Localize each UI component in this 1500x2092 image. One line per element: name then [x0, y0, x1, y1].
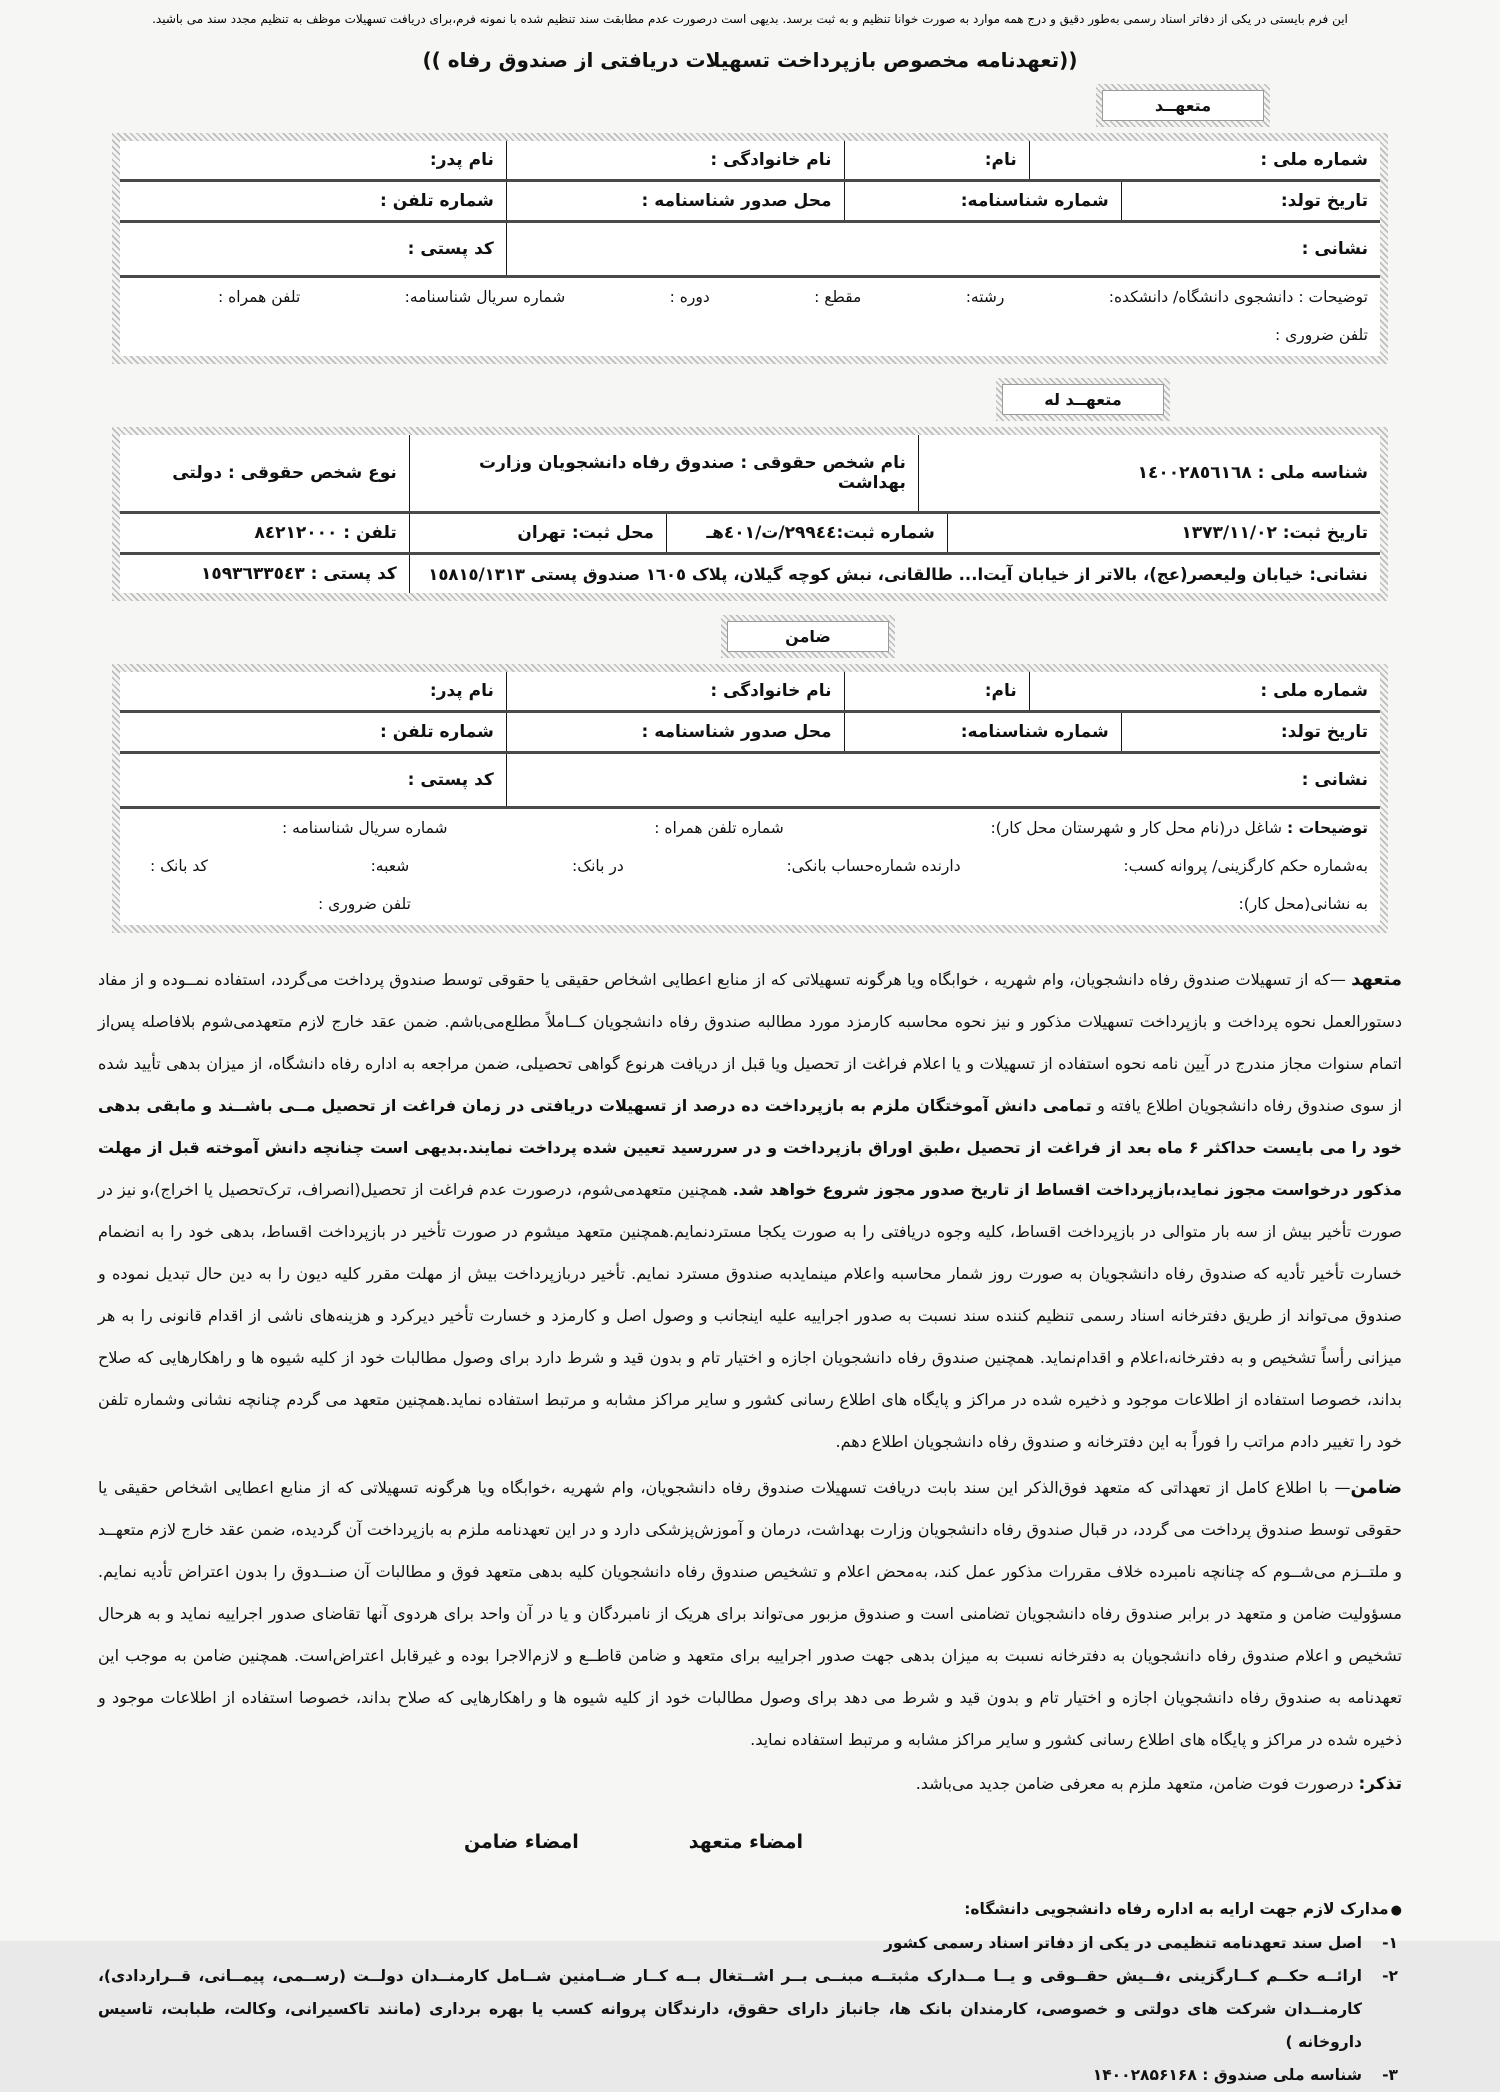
obligor-first-name-field: نام: — [845, 141, 1030, 179]
table-row — [120, 672, 1380, 710]
obligor-id-number-field: شماره شناسنامه: — [845, 182, 1122, 220]
guarantor-notes-line1 — [132, 819, 1368, 837]
obligor-notes-line2 — [132, 326, 1368, 344]
beneficiary-legal-name-value: نام شخص حقوقی : صندوق رفاه دانشجویان وزارت بهداشت — [410, 435, 919, 511]
required-documents-heading: ● مدارک لازم جهت ارایه به اداره رفاه دانشجویی دانشگاه: — [98, 1893, 1402, 1927]
obligor-address-field: نشانی : — [1301, 239, 1368, 259]
guarantor-phone-field: شماره تلفن : — [120, 713, 507, 751]
table-row — [120, 751, 1380, 806]
obligor-table-frame — [112, 133, 1388, 364]
signature-row — [98, 1831, 1402, 1853]
guarantor-bank-code-field: کد بانک : — [150, 857, 208, 875]
guarantor-father-name-field: نام پدر: — [120, 672, 507, 710]
obligor-notes-line1 — [132, 288, 1368, 306]
guarantor-last-name-field: نام خانوادگی : — [507, 672, 845, 710]
guarantor-table-frame — [112, 664, 1388, 933]
obligor-degree-field: مقطع : — [814, 288, 862, 306]
obligor-phone-field: شماره تلفن : — [120, 182, 507, 220]
item-number: ۳- — [1382, 2066, 1398, 2084]
guarantor-notes-line3 — [132, 895, 1368, 913]
obligor-id-serial-field: شماره سریال شناسنامه: — [404, 288, 566, 306]
guarantor-address-field: نشانی : — [1301, 770, 1368, 790]
guarantor-national-id-field: شماره ملی : — [1260, 681, 1368, 701]
beneficiary-national-id-value: شناسه ملی : ١٤٠٠٢٨٥٦١٦٨ — [1137, 463, 1368, 483]
item-number: ۲- — [1382, 1967, 1398, 1985]
guarantor-id-issue-place-field: محل صدور شناسنامه : — [507, 713, 845, 751]
beneficiary-table — [120, 435, 1380, 593]
obligor-emergency-phone-field: تلفن ضروری : — [1275, 326, 1368, 344]
obligor-signature-label: امضاء متعهد — [688, 1831, 803, 1853]
beneficiary-legal-type-value: نوع شخص حقوقی : دولتی — [120, 435, 410, 511]
guarantor-notes-label: توضیحات : — [1286, 819, 1368, 837]
obligor-course-field: دوره : — [669, 288, 710, 306]
obligor-university-field: توضیحات : دانشجوی دانشگاه/ دانشکده: — [1108, 288, 1368, 306]
obligor-section-label-box — [1096, 84, 1270, 127]
obligor-paragraph-lead: متعهد — [1351, 969, 1402, 990]
table-row — [120, 552, 1380, 593]
beneficiary-phone-value: تلفن : ٨٤٢١٢٠٠٠ — [120, 514, 410, 552]
beneficiary-section-label: متعهــد له — [1002, 384, 1164, 415]
guarantor-bank-branch-field: شعبه: — [370, 857, 410, 875]
guarantor-emergency-phone-field: تلفن ضروری : — [318, 895, 411, 913]
obligor-national-id-field: شماره ملی : — [1260, 150, 1368, 170]
guarantor-id-number-field: شماره شناسنامه: — [845, 713, 1122, 751]
remark-line: تذکر: درصورت فوت ضامن، متعهد ملزم به معرفی ضامن جدید می‌باشد. — [915, 1774, 1402, 1794]
guarantor-table — [120, 672, 1380, 925]
obligor-mobile-field: تلفن همراه : — [218, 288, 301, 306]
table-row — [120, 220, 1380, 275]
guarantor-id-serial-field: شماره سریال شناسنامه : — [282, 819, 448, 837]
beneficiary-postal-code-value: کد پستی : ١٥٩٣٦٣٣٥٤٣ — [120, 555, 410, 593]
beneficiary-registration-place-value: محل ثبت: تهران — [410, 514, 667, 552]
guarantor-notes-line2 — [132, 857, 1368, 875]
guarantor-employment-decree-field: به‌شماره حکم کارگزینی/ پروانه کسب: — [1123, 857, 1368, 875]
beneficiary-section-label-box — [996, 378, 1170, 421]
beneficiary-table-frame — [112, 427, 1388, 601]
guarantor-notes-block — [120, 806, 1380, 925]
obligor-father-name-field: نام پدر: — [120, 141, 507, 179]
obligor-major-field: رشته: — [965, 288, 1005, 306]
guarantor-commitment-paragraph: ضامن— با اطلاع کامل از تعهداتی که متعهد فوق‌الذکر این سند بابت دریافت تسهیلات صندوق رفاه دانشجویان، وام شهریه ،خوابگاه ویا هرگونه تسهیلاتی که از منابع اعطایی اشخاص حقیقی یا حقوقی توسط صندوق پرداخت می گردد، در قبال صندوق رفاه دانشجویان وزارت بهداشت، درمان و آموزش‌پزشکی دارد و در این تعهدنامه ملزم به بازپرداخت آن گردیده، ضمن عقد خارج لازم متعهــد و ملتــزم می‌شــوم که چنانچه نامبرده خلاف مقررات مذکور عمل کند، به‌محض اعلام و تشخیص صندوق رفاه دانشجویان کلیه بدهی متعهد فوق و مطالبات آن صنــدوق را بدون اعتراض تأدیه نمایم. مسؤولیت ضامن و متعهد در برابر صندوق رفاه دانشجویان تضامنی است و صندوق مزبور می‌تواند برای هریک از نامبردگان و یا در آن واحد برای هردوی آنها تقاضای صدور اجراییه نماید و به هرحال تشخیص و اعلام صندوق رفاه دانشجویان به دفترخانه نسبت به میزان بدهی جهت صدور اجراییه برای متعهد و ضامن قاطــع و لازم‌الاجرا بوده و غیرقابل اعتراض‌است. همچنین ضامن به موجب این تعهدنامه به صندوق رفاه دانشجویان اجازه و اختیار تام و بدون قید و شرط می دهد برای وصول مطالبات خود از کلیه شیوه ها و راهکارهایی که صلاح بداند، خصوصا استفاده از اطلاعات موجود و ذخیره شده در مراکز و پایگاه های اطلاع رسانی کشور و سایر مراکز مشابه و مرتبط استفاده نماید. — [98, 1477, 1402, 1749]
guarantor-bank-account-field: دارنده شماره‌حساب بانکی: — [786, 857, 961, 875]
obligor-commitment-paragraph: متعهد —که از تسهیلات صندوق رفاه دانشجویان، وام شهریه ، خوابگاه ویا هرگونه تسهیلاتی که از منابع اعطایی اشخاص حقیقی یا حقوقی توسط صندوق پرداخت می‌گردد، استفاده نمــوده و از مفاد دستورالعمل نحوه پرداخت و بازپرداخت تسهیلات مذکور و نیز نحوه محاسبه کارمزد مورد مطالبه صندوق رفاه دانشجویان کــاملاً مطلع‌می‌باشم. ضمن عقد خارج لازم متعهدمی‌شوم بلافاصله پس‌از اتمام سنوات مجاز مندرج در آیین نامه نحوه استفاده از تسهیلات و یا اعلام فراغت از تحصیل ویا قبل از دریافت هرنوع گواهی تحصیلی، ضمن مراجعه به اداره رفاه دانشگاه، از میزان بدهی تأیید شده از سوی صندوق رفاه دانشجویان اطلاع یافته و تمامی دانش آموختگان ملزم به بازپرداخت ده درصد از تسهیلات دریافتی در زمان فراغت از تحصیل مــی باشــند و مابقی بدهی خود را می بایست حداکثر ۶ ماه بعد از فراغت از تحصیل ،طبق اوراق بازپرداخت و در سررسید تعیین شده پرداخت نمایند.بدیهی است چنانچه دانش آموخته قبل از مهلت مذکور درخواست مجوز نماید،بازپرداخت اقساط از تاریخ صدور مجوز شروع خواهد شد. همچنین متعهدمی‌شوم، درصورت عدم فراغت از تحصیل(انصراف، ترک‌تحصیل یا اخراج)،و نیز در صورت تأخیر بیش از سه بار متوالی در بازپرداخت اقساط، کلیه وجوه دریافتی را به صورت یکجا مستردنمایم.همچنین متعهد میشوم در صورت تأخیر در بازپرداخت اقساط، بدهی خود را به انضمام خسارت تأخیر تأدیه که صندوق رفاه دانشجویان به صورت روز شمار محاسبه واعلام مینمایدبه صندوق مسترد نمایم. تأخیر دربازپرداخت بیش از مهلت مقرر کلیه دیون را به دین حال تبدیل نموده و صندوق می‌تواند از طریق دفترخانه اسناد رسمی تنظیم کننده سند نسبت به صدور اجراییه علیه اینجانب و وصول اصل و کارمزد و خسارت تأخیر دیرکرد و هزینه‌های ناشی از اقدام قانونی را به هر میزانی رأساً تشخیص و به دفترخانه،اعلام و اقدام‌نماید. همچنین صندوق رفاه دانشجویان اجازه و اختیار تام و بدون قید و شرط دارد برای وصول مطالبات خود از کلیه شیوه ها و راهکارهایی که صلاح بداند، خصوصا استفاده از اطلاعات موجود و ذخیره شده در مراکز و پایگاه های اطلاع رسانی کشور و سایر مراکز مشابه و مرتبط استفاده نماید.همچنین متعهد می گردم چنانچه نشانی وشماره تلفن خود را تغییر دادم مراتب را فوراً به این دفترخانه و صندوق رفاه دانشجویان اطلاع دهم. — [98, 969, 1403, 1451]
beneficiary-address-value: نشانی: خیابان ولیعصر(عج)، بالاتر از خیابان آیت‌ا... طالقانی، نبش کوچه گیلان، پلاک ١٦٠٥ صندوق پستی ١٥٨١٥/١٣١٣ — [428, 564, 1368, 584]
top-instruction-note: این فرم بایستی در یکی از دفاتر اسناد رسمی به‌طور دقیق و درج همه موارد به صورت خوانا تنظیم و به ثبت برسد. بدیهی است درصورت عدم مطابقت سند تنظیم شده با نمونه فرم،برای دریافت تسهیلات موظف به تنظیم مجدد سند می باشید. — [152, 12, 1348, 26]
guarantor-section-label: ضامن — [727, 621, 889, 652]
table-row — [120, 435, 1380, 511]
document-item-2: ۲- ارائــه حکــم کــارگزینی ،فــیش حقــوقی و یــا مــدارک مثبتــه مبنــی بــر اشــتغال بــه کــار ضــامنین شــامل کارمنــدان دولــت (رســمی، پیمــانی، قــراردادی)، کارمنــدان شرکت های دولتی و خصوصی، کارمندان بانک ها، جانباز دارای حقوق، دارندگان پروانه کسب یا بهره برداری (مانند تاکسیرانی، وکالت، طبابت، تاسیس داروخانه ) — [98, 1960, 1402, 2059]
guarantor-section-label-box — [721, 615, 895, 658]
required-documents-section — [98, 1893, 1402, 2092]
page-title: ((تعهدنامه مخصوص بازپرداخت تسهیلات دریافتی از صندوق رفاه )) — [422, 48, 1078, 72]
item-number: ۱- — [1382, 1934, 1398, 1952]
repayment-bold-clause: تمامی دانش آموختگان ملزم به بازپرداخت ده درصد از تسهیلات دریافتی در زمان فراغت از تحصیل مــی باشــند و مابقی بدهی خود را می بایست حداکثر ۶ ماه بعد از فراغت از تحصیل ،طبق اوراق بازپرداخت و در سررسید تعیین شده پرداخت نمایند.بدیهی است چنانچه دانش آموخته قبل از مهلت مذکور درخواست مجوز نماید،بازپرداخت اقساط از تاریخ صدور مجوز شروع خواهد شد. — [98, 1096, 1403, 1199]
bullet-icon: ● — [1390, 1903, 1402, 1918]
obligor-section-label: متعهــد — [1102, 90, 1264, 121]
obligor-notes-block — [120, 275, 1380, 356]
guarantor-mobile-field: شماره تلفن همراه : — [654, 819, 784, 837]
obligor-postal-code-field: کد پستی : — [120, 223, 507, 275]
beneficiary-registration-date-value: تاریخ ثبت: ١٣٧٣/١١/٠٢ — [1181, 523, 1368, 543]
obligor-table — [120, 141, 1380, 356]
guarantor-first-name-field: نام: — [845, 672, 1030, 710]
obligor-id-issue-place-field: محل صدور شناسنامه : — [507, 182, 845, 220]
obligor-birth-date-field: تاریخ تولد: — [1280, 191, 1368, 211]
guarantor-postal-code-field: کد پستی : — [120, 754, 507, 806]
table-row — [120, 710, 1380, 751]
table-row — [120, 179, 1380, 220]
remark-lead: تذکر: — [1358, 1774, 1402, 1794]
obligor-last-name-field: نام خانوادگی : — [507, 141, 845, 179]
table-row — [120, 141, 1380, 179]
document-item-3: ۳- شناسه ملی صندوق : ۱۴۰۰۲۸۵۶۱۶۸ — [98, 2059, 1402, 2092]
table-row — [120, 511, 1380, 552]
guarantor-bank-name-field: در بانک: — [571, 857, 624, 875]
guarantor-paragraph-lead: ضامن — [1350, 1477, 1402, 1498]
document-item-1: ۱- اصل سند تعهدنامه تنظیمی در یکی از دفاتر اسناد رسمی کشور — [98, 1927, 1402, 1960]
guarantor-birth-date-field: تاریخ تولد: — [1280, 722, 1368, 742]
guarantor-signature-label: امضاء ضامن — [463, 1831, 579, 1853]
guarantor-work-address-field: به نشانی(محل کار): — [1238, 895, 1368, 913]
beneficiary-registration-number-value: شماره ثبت:٢٩٩٤٤/ت/٤٠١هـ — [667, 514, 948, 552]
guarantor-workplace-field: توضیحات : شاغل در(نام محل کار و شهرستان محل کار): — [990, 819, 1368, 837]
